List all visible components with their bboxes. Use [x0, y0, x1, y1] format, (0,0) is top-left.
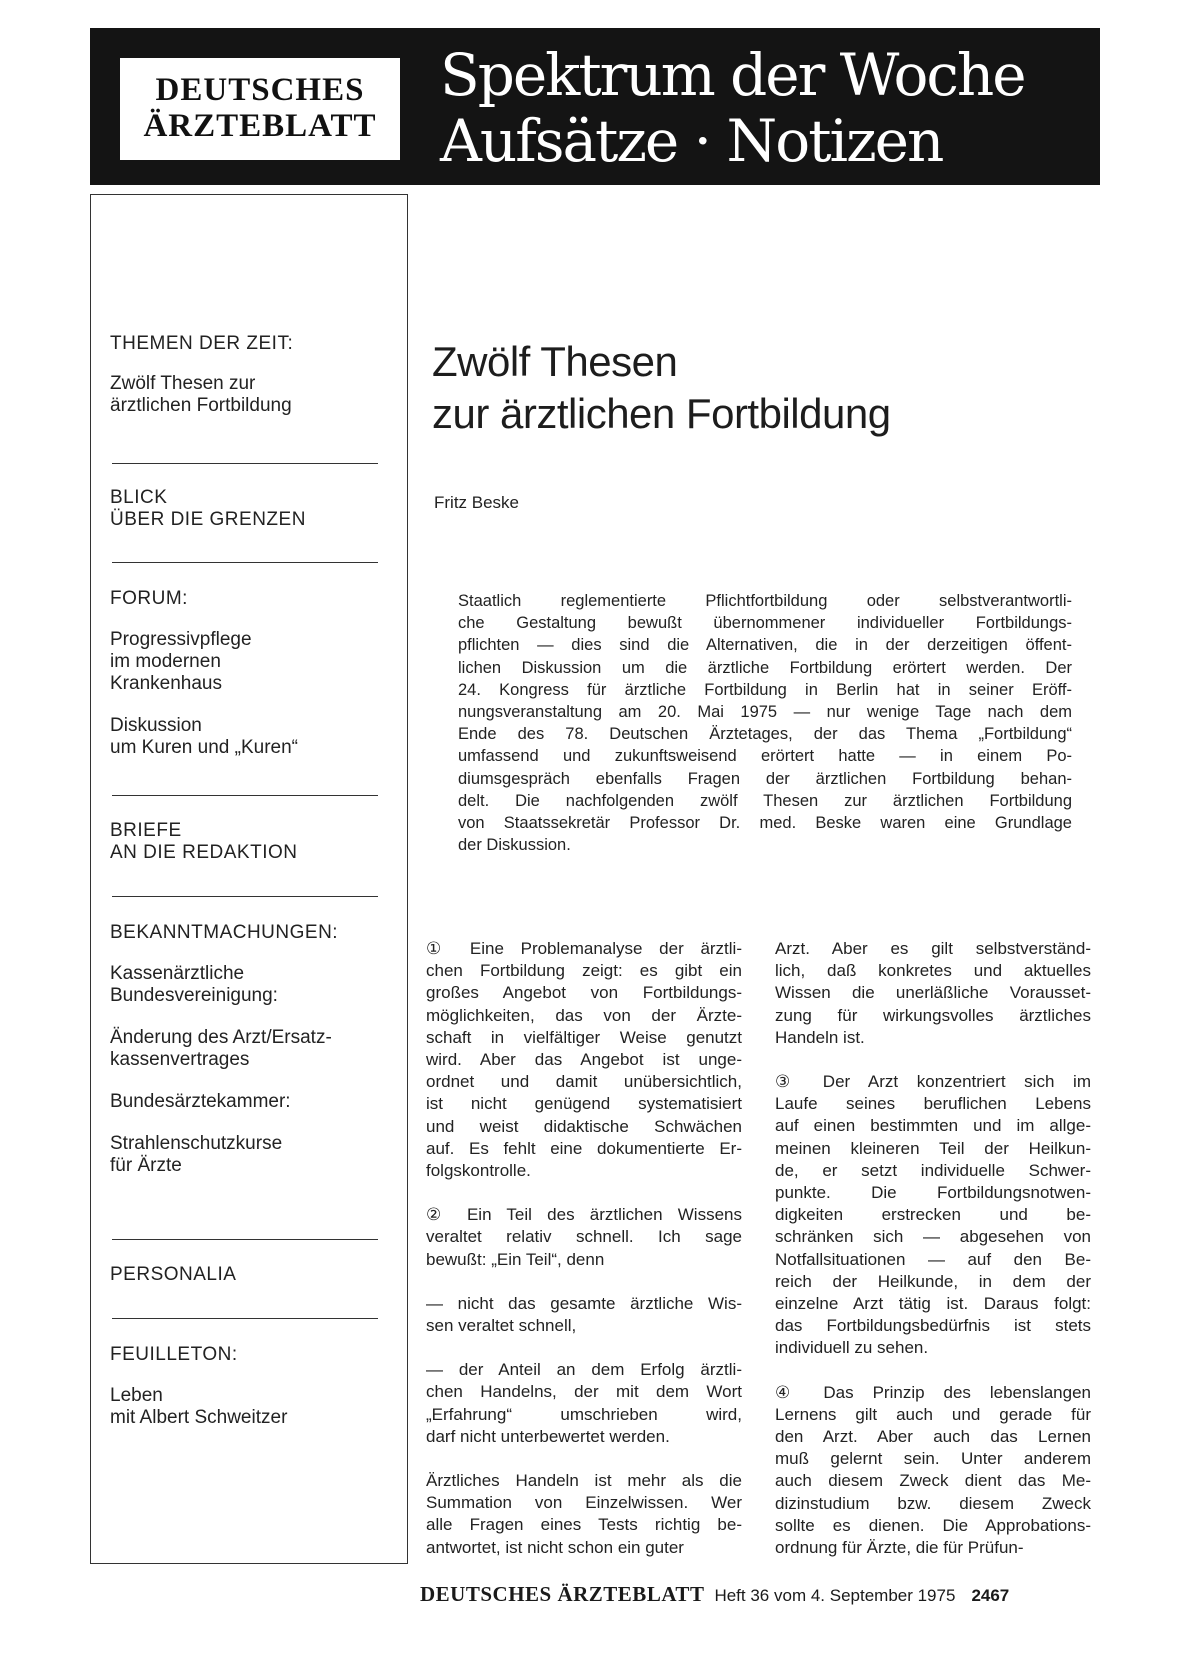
section-title-line-2: Aufsätze · Notizen	[440, 107, 943, 175]
toc-link-zwoelf-thesen-2[interactable]: ärztlichen Fortbildung	[110, 395, 292, 416]
text-line: punkte. Die Fortbildungsnotwen-	[775, 1183, 1091, 1203]
text-line: und weist didaktische Schwächen	[426, 1116, 742, 1136]
text-line: chen Fortbildung zeigt: es gibt ein	[426, 961, 742, 981]
text-line: Staatlich reglementierte Pflichtfortbildung oder selbstverantwortli-	[458, 592, 1072, 610]
toc-themen	[110, 333, 293, 417]
text-line: ist nicht genügend systematisiert	[426, 1094, 742, 1114]
article-intro	[458, 590, 1072, 856]
logo-line-1: DEUTSCHES	[155, 72, 365, 108]
text-line: reich der Heilkunde, in dem der	[775, 1271, 1091, 1291]
text-line: lichen Diskussion um die ärztliche Fortbildung erörtert werden. Der	[458, 658, 1072, 677]
toc-personalia	[110, 1264, 236, 1286]
text-line: schaft in vielfältiger Weise genutzt	[426, 1027, 742, 1047]
article-title-line-1: Zwölf Thesen	[432, 338, 678, 385]
text-line: Summation von Einzelwissen. Wer	[426, 1493, 742, 1513]
toc-divider	[112, 795, 378, 796]
text-line: ① Eine Problemanalyse der ärztli-	[426, 939, 742, 958]
text-line: auf. Es fehlt eine dokumentierte Er-	[426, 1138, 742, 1158]
toc-link-progressivpflege-2[interactable]: im modernen	[110, 651, 221, 672]
text-line: individuell zu sehen.	[775, 1338, 929, 1358]
text-line: dizinstudium bzw. diesem Zweck	[775, 1493, 1091, 1513]
toc-bekanntmachungen	[110, 922, 338, 1177]
text-line: möglichkeiten, das von der Ärzte-	[426, 1005, 742, 1025]
text-line: umfassend und zukunftsweisend erörtert hatte — in einem Po-	[458, 747, 1072, 766]
journal-logo	[120, 58, 400, 160]
text-line: alle Fragen eines Tests richtig be-	[426, 1515, 742, 1535]
toc-divider	[112, 1239, 378, 1240]
text-line: Wissen die unerläßliche Vorausset-	[775, 983, 1091, 1003]
page-number: 2467	[971, 1586, 1010, 1605]
text-line: delt. Die nachfolgenden zwölf Thesen zur ärztlichen Fortbildung	[458, 791, 1072, 810]
text-line: veraltet relativ schnell. Ich sage	[426, 1227, 742, 1247]
text-line: Laufe seines beruflichen Lebens	[775, 1094, 1091, 1114]
article-paragraph	[426, 1204, 742, 1271]
toc-link-personalia[interactable]: PERSONALIA	[110, 1264, 237, 1285]
text-line: lich, daß konkretes und aktuelles	[775, 961, 1091, 981]
text-line: der Diskussion.	[458, 836, 571, 855]
text-line: wird. Aber das Angebot ist unge-	[426, 1050, 742, 1070]
toc-link-strahlenschutz-1[interactable]: Strahlenschutzkurse	[110, 1133, 283, 1154]
text-line: schränken sich — abgesehen von	[775, 1227, 1091, 1247]
text-line: Lernens gilt auch und gerade für	[775, 1404, 1091, 1424]
article-paragraph	[775, 1071, 1091, 1360]
text-line: meinen kleineren Teil der Heilkun-	[775, 1138, 1091, 1158]
text-line: Arzt. Aber es gilt selbstverständ-	[775, 939, 1091, 958]
toc-link-briefe-2[interactable]: AN DIE REDAKTION	[110, 842, 298, 863]
text-line: bewußt: „Ein Teil“, denn	[426, 1249, 605, 1269]
toc-heading-forum: FORUM:	[110, 588, 188, 609]
toc-link-kassenaerztliche-1[interactable]: Kassenärztliche	[110, 963, 245, 984]
article-paragraph	[775, 1382, 1091, 1560]
article-author: Fritz Beske	[434, 493, 520, 512]
text-line: „Erfahrung“ umschrieben wird,	[426, 1404, 742, 1424]
article-paragraph	[426, 938, 742, 1182]
toc-heading-themen: THEMEN DER ZEIT:	[110, 333, 294, 354]
toc-link-leben-1[interactable]: Leben	[110, 1385, 163, 1406]
text-line: zung für wirkungsvolles ärztliches	[775, 1005, 1091, 1025]
text-line: ③ Der Arzt konzentriert sich im	[775, 1072, 1091, 1092]
toc-link-aenderung-1[interactable]: Änderung des Arzt/Ersatz-	[110, 1027, 332, 1048]
footer-journal-name: DEUTSCHES ÄRZTEBLATT	[420, 1582, 705, 1606]
toc-link-blick-1[interactable]: BLICK	[110, 487, 168, 508]
article-title	[432, 336, 891, 440]
toc-feuilleton	[110, 1344, 287, 1429]
text-line: sen veraltet schnell,	[426, 1316, 577, 1336]
text-line: ④ Das Prinzip des lebenslangen	[775, 1382, 1091, 1402]
text-line: diumsgespräch ebenfalls Fragen der ärztlichen Fortbildung behan-	[458, 769, 1072, 788]
article-column-1	[426, 938, 742, 1581]
toc-link-blick-2[interactable]: ÜBER DIE GRENZEN	[110, 509, 306, 530]
toc-link-briefe-1[interactable]: BRIEFE	[110, 820, 182, 841]
toc-heading-feuilleton: FEUILLETON:	[110, 1344, 238, 1365]
text-line: von Staatssekretär Professor Dr. med. Beske waren eine Grundlage	[458, 814, 1072, 833]
footer-issue: Heft 36 vom 4. September 1975	[714, 1586, 956, 1605]
text-line: muß gelernt sein. Unter anderem	[775, 1449, 1091, 1469]
toc-divider	[112, 562, 378, 563]
text-line: auf einen bestimmten und im allge-	[775, 1116, 1091, 1136]
article-paragraph	[775, 938, 1091, 1049]
text-line: digkeiten erstrecken und be-	[775, 1205, 1091, 1225]
text-line: großes Angebot von Fortbildungs-	[426, 983, 742, 1003]
text-line: 24. Kongress für ärztliche Fortbildung in Berlin hat in seiner Eröff-	[458, 680, 1072, 699]
section-title-line-1: Spektrum der Woche	[440, 41, 1025, 109]
toc-link-zwoelf-thesen-1[interactable]: Zwölf Thesen zur	[110, 373, 256, 394]
text-line: Ärztliches Handeln ist mehr als die	[426, 1471, 742, 1491]
toc-link-bundesaerztekammer[interactable]: Bundesärztekammer:	[110, 1091, 291, 1112]
text-line: ② Ein Teil des ärztlichen Wissens	[426, 1205, 742, 1225]
text-line: ordnet und damit unübersichtlich,	[426, 1072, 742, 1092]
toc-link-diskussion-1[interactable]: Diskussion	[110, 715, 202, 736]
text-line: Ende des 78. Deutschen Ärztetages, der das Thema „Fortbildung“	[458, 725, 1072, 744]
text-line: sollte es dienen. Die Approbations-	[775, 1515, 1091, 1535]
toc-link-kassenaerztliche-2[interactable]: Bundesvereinigung:	[110, 985, 278, 1006]
text-line: Notfallsituationen — auf den Be-	[775, 1249, 1091, 1269]
article-paragraph	[426, 1470, 742, 1559]
toc-link-progressivpflege-3[interactable]: Krankenhaus	[110, 673, 222, 694]
toc-forum	[110, 588, 298, 759]
toc-briefe	[110, 820, 297, 864]
text-line: de, er setzt individuelle Schwer-	[775, 1160, 1091, 1180]
text-line: Handeln ist.	[775, 1027, 865, 1047]
toc-link-strahlenschutz-2[interactable]: für Ärzte	[110, 1155, 182, 1176]
text-line: folgskontrolle.	[426, 1161, 531, 1181]
article-title-line-2: zur ärztlichen Fortbildung	[432, 390, 891, 437]
toc-divider	[112, 463, 378, 464]
toc-link-aenderung-2[interactable]: kassenvertrages	[110, 1049, 250, 1070]
toc-heading-bekanntmachungen: BEKANNTMACHUNGEN:	[110, 922, 339, 943]
text-line: den Arzt. Aber auch das Lernen	[775, 1427, 1091, 1447]
text-line: chen Handelns, der mit dem Wort	[426, 1382, 742, 1402]
text-line: che Gestaltung bewußt übernommener individueller Fortbildungs-	[458, 614, 1072, 633]
page-footer	[420, 1582, 1009, 1607]
text-line: — der Anteil an dem Erfolg ärztli-	[426, 1360, 742, 1380]
toc-link-leben-2[interactable]: mit Albert Schweitzer	[110, 1407, 288, 1428]
text-line: pflichten — dies sind die Alternativen, die in der derzeitigen öffent-	[458, 636, 1072, 655]
toc-link-progressivpflege-1[interactable]: Progressivpflege	[110, 629, 252, 650]
text-line: nungsveranstaltung am 20. Mai 1975 — nur wenige Tage nach dem	[458, 703, 1072, 722]
article-paragraph	[426, 1293, 742, 1337]
text-line: darf nicht unterbewertet werden.	[426, 1426, 670, 1446]
article-paragraph	[426, 1359, 742, 1448]
section-title	[440, 42, 1025, 174]
toc-link-diskussion-2[interactable]: um Kuren und „Kuren“	[110, 737, 298, 758]
text-line: ordnung für Ärzte, die für Prüfun-	[775, 1538, 1024, 1558]
logo-line-2: ÄRZTEBLATT	[143, 108, 377, 144]
toc-divider	[112, 1318, 378, 1319]
text-line: auch diesem Zweck dient das Me-	[775, 1471, 1091, 1491]
text-line: einzelne Arzt tätig ist. Daraus folgt:	[775, 1294, 1091, 1314]
text-line: das Fortbildungsbedürfnis ist stets	[775, 1316, 1091, 1336]
toc-divider	[112, 896, 378, 897]
article-column-2	[775, 938, 1091, 1581]
text-line: antwortet, ist nicht schon ein guter	[426, 1537, 684, 1557]
text-line: — nicht das gesamte ärztliche Wis-	[426, 1293, 742, 1313]
toc-blick	[110, 487, 306, 531]
